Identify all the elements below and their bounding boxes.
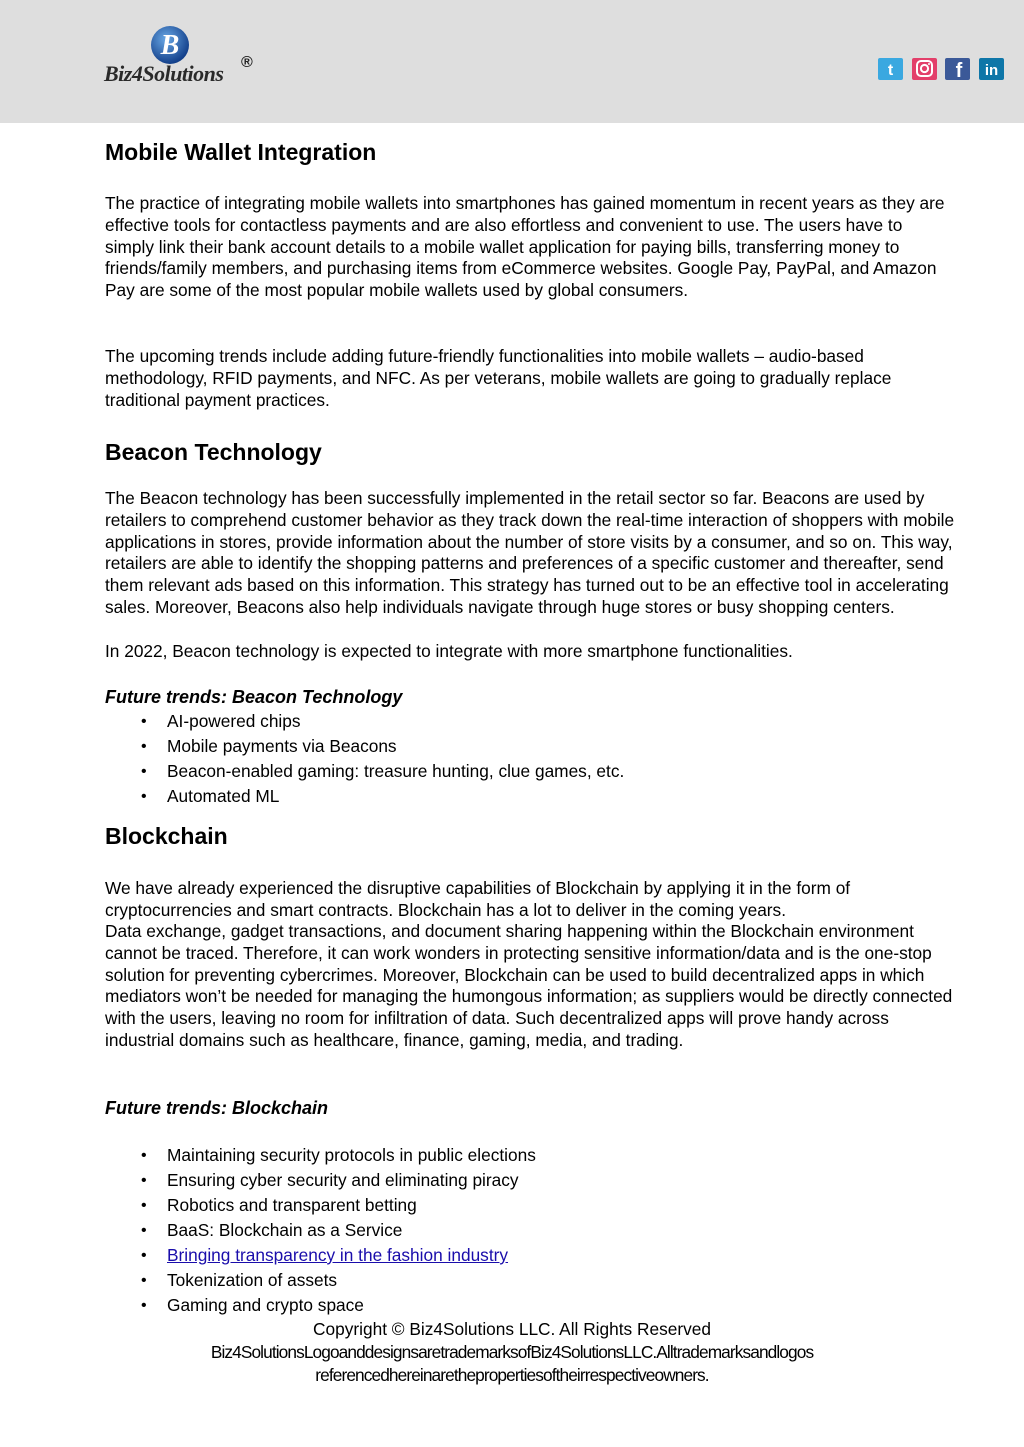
blockchain-paragraph-2: Data exchange, gadget transactions, and document sharing happening within the Blockchain environment cannot be traced. Therefore, it can work wonders in protecting sensitive information/data and is the one-stop solution for preventing cybercrimes. Moreover, Blockchain can be used to build decentralized apps in which mediators won’t be needed for managing the humongous information; as suppliers would be directly connected with the users, leaving no room for infiltration of data. Such decentralized apps will prove handy across industrial domains such as healthcare, finance, gaming, media, and trading. (105, 921, 953, 1050)
heading-beacon-trends: Future trends: Beacon Technology (105, 687, 403, 707)
list-item: • AI-powered chips (105, 709, 624, 734)
footer-trademark-line-1: Biz4SolutionsLogoanddesignsaretrademarksofBiz4SolutionsLLC.Alltrademarksandlogos (210, 1342, 814, 1362)
fashion-industry-link[interactable]: Bringing transparency in the fashion industry (167, 1245, 509, 1265)
instagram-icon[interactable] (912, 58, 937, 80)
heading-blockchain: Blockchain (105, 823, 228, 849)
list-item: • Tokenization of assets (105, 1268, 536, 1293)
blockchain-trends-list (105, 1143, 536, 1318)
svg-text:t: t (887, 62, 894, 79)
list-item (105, 1243, 536, 1268)
list-item: • Ensuring cyber security and eliminating piracy (105, 1168, 536, 1193)
registered-mark: ® (241, 54, 253, 71)
page-header (0, 0, 1024, 123)
heading-blockchain-trends: Future trends: Blockchain (105, 1098, 329, 1118)
list-item: • Maintaining security protocols in public elections (105, 1143, 536, 1168)
mobile-wallet-paragraph-1: The practice of integrating mobile wallets into smartphones has gained momentum in recent years as they are effective tools for contactless payments and are also effortless and convenient to use. The users have to simply link their bank account details to a mobile wallet application for paying bills, transferring money to friends/family members, and purchasing items from eCommerce websites. Google Pay, PayPal, and Amazon Pay are some of the most popular mobile wallets used by global consumers. (105, 193, 945, 301)
linkedin-icon[interactable] (979, 58, 1004, 80)
list-item: • Gaming and crypto space (105, 1293, 536, 1318)
beacon-paragraph-2: In 2022, Beacon technology is expected to integrate with more smartphone functionalities. (105, 641, 793, 661)
heading-beacon: Beacon Technology (105, 439, 322, 465)
footer-trademark-line-2: referencedhereinarethepropertiesoftheirrespectiveowners. (315, 1365, 709, 1385)
heading-mobile-wallet: Mobile Wallet Integration (105, 139, 377, 165)
logo-text: Biz4Solutions (104, 61, 224, 86)
biz4solutions-logo[interactable] (104, 24, 264, 94)
list-item: • Automated ML (105, 784, 624, 809)
blockchain-paragraph-1: We have already experienced the disruptive capabilities of Blockchain by applying it in the form of cryptocurrencies and smart contracts. Blockchain has a lot to deliver in the coming years. (105, 878, 851, 920)
list-item: • Beacon-enabled gaming: treasure hunting, clue games, etc. (105, 759, 624, 784)
list-item: • Robotics and transparent betting (105, 1193, 536, 1218)
list-item: • BaaS: Blockchain as a Service (105, 1218, 536, 1243)
mobile-wallet-paragraph-2: The upcoming trends include adding future-friendly functionalities into mobile wallets – audio-based methodology, RFID payments, and NFC. As per veterans, mobile wallets are going to gradually replace traditional payment practices. (105, 346, 892, 410)
svg-text:in: in (984, 62, 999, 79)
list-item: • Mobile payments via Beacons (105, 734, 624, 759)
footer-copyright: Copyright © Biz4Solutions LLC. All Rights Reserved (313, 1319, 711, 1339)
logo-b-icon (149, 24, 191, 66)
twitter-icon[interactable] (878, 58, 903, 80)
svg-text:f: f (955, 60, 963, 80)
beacon-paragraph-1: The Beacon technology has been successfully implemented in the retail sector so far. Beacons are used by retailers to comprehend customer behavior as they track down the real-time interaction of shoppers with mobile applications in stores, provide information about the number of store visits by a consumer, and so on. This way, retailers are able to identify the shopping patterns and preferences of a specific customer and thereafter, send them relevant ads based on this information. This strategy has turned out to be an effective tool in accelerating sales. Moreover, Beacons also help individuals navigate through huge stores or busy shopping centers. (105, 488, 955, 617)
beacon-trends-list (105, 709, 624, 809)
svg-text:B: B (160, 30, 180, 61)
facebook-icon[interactable] (945, 58, 970, 80)
